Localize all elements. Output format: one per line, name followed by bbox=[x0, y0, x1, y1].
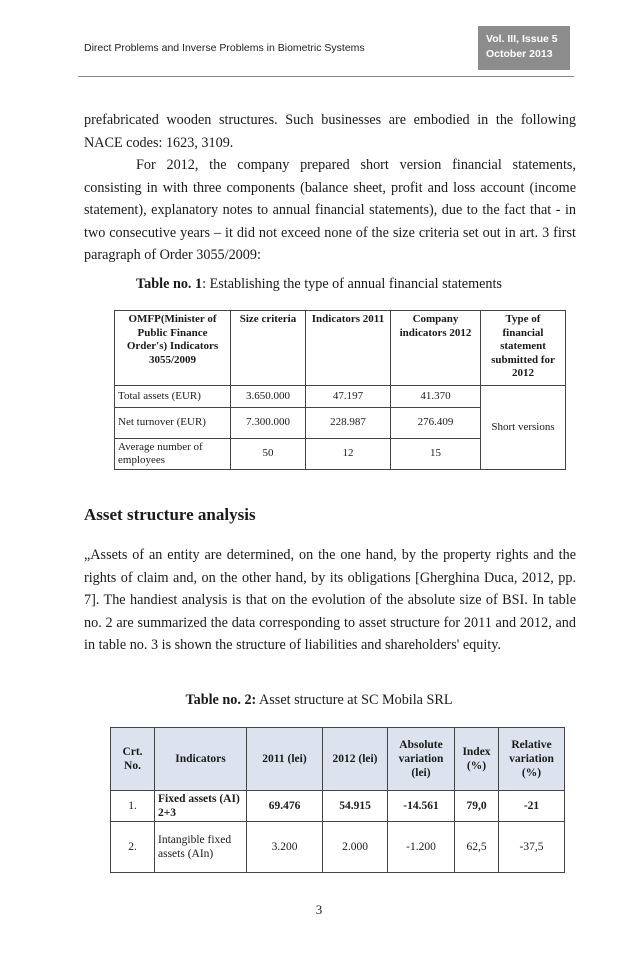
table-row bbox=[115, 386, 566, 408]
t2-cell: 62,5 bbox=[455, 822, 499, 873]
t1-cell: 47.197 bbox=[306, 386, 391, 408]
t2-cell: 54.915 bbox=[323, 791, 388, 822]
section-heading: Asset structure analysis bbox=[84, 505, 256, 524]
t2-header-absolute: Absolute variation (lei) bbox=[388, 728, 455, 791]
t1-cell: 41.370 bbox=[391, 386, 481, 408]
t2-cell: -14.561 bbox=[388, 791, 455, 822]
page-number: 3 bbox=[315, 902, 323, 917]
t2-header-indicators: Indicators bbox=[155, 728, 247, 791]
t1-cell: 7.300.000 bbox=[231, 408, 306, 439]
table-1 bbox=[114, 310, 566, 470]
table-2 bbox=[110, 727, 565, 873]
table2-caption-label: Table no. 2: bbox=[185, 692, 257, 708]
t2-header-index: Index (%) bbox=[455, 728, 499, 791]
t2-cell: 79,0 bbox=[455, 791, 499, 822]
table-row bbox=[111, 822, 565, 873]
issue-volume: Vol. III, Issue 5 bbox=[486, 33, 558, 45]
t1-cell: Total assets (EUR) bbox=[115, 386, 231, 408]
t2-cell: -37,5 bbox=[499, 822, 565, 873]
t2-header-no: Crt. No. bbox=[111, 728, 155, 791]
t1-cell: Net turnover (EUR) bbox=[115, 408, 231, 439]
t2-cell: -1.200 bbox=[388, 822, 455, 873]
t1-header-2011: Indicators 2011 bbox=[306, 311, 391, 386]
t1-cell: 276.409 bbox=[391, 408, 481, 439]
paragraph-1: prefabricated wooden structures. Such businesses are embodied in the following NACE codes: 1623, 3109. bbox=[84, 112, 576, 151]
issue-date: October 2013 bbox=[486, 48, 553, 60]
t1-header-2012: Company indicators 2012 bbox=[391, 311, 481, 386]
t2-cell: 69.476 bbox=[247, 791, 323, 822]
table-row bbox=[111, 791, 565, 822]
table2-caption-text: Asset structure at SC Mobila SRL bbox=[256, 692, 453, 708]
table1-caption-text: : Establishing the type of annual financial statements bbox=[202, 276, 502, 292]
t2-cell: 1. bbox=[111, 791, 155, 822]
table1-caption-label: Table no. 1 bbox=[136, 276, 203, 292]
t1-header-size: Size criteria bbox=[231, 311, 306, 386]
t2-cell: 3.200 bbox=[247, 822, 323, 873]
table1-caption bbox=[0, 276, 638, 293]
t2-cell: -21 bbox=[499, 791, 565, 822]
header-divider bbox=[78, 76, 574, 77]
t2-cell: Fixed assets (AI) 2+3 bbox=[155, 791, 247, 822]
table2-caption bbox=[0, 692, 638, 709]
t2-header-relative: Relative variation (%) bbox=[499, 728, 565, 791]
t1-cell: 15 bbox=[391, 439, 481, 470]
t2-cell: 2. bbox=[111, 822, 155, 873]
t1-header-indicators: OMFP(Minister of Public Finance Order's) Indicators 3055/2009 bbox=[115, 311, 231, 386]
journal-title: Direct Problems and Inverse Problems in Biometric Systems bbox=[84, 42, 365, 54]
t2-header-2012: 2012 (lei) bbox=[323, 728, 388, 791]
issue-badge bbox=[478, 26, 570, 70]
t1-cell: Average number of employees bbox=[115, 439, 231, 470]
t2-cell: Intangible fixed assets (AIn) bbox=[155, 822, 247, 873]
t2-header-2011: 2011 (lei) bbox=[247, 728, 323, 791]
t2-cell: 2.000 bbox=[323, 822, 388, 873]
t1-cell: 12 bbox=[306, 439, 391, 470]
t1-cell: 50 bbox=[231, 439, 306, 470]
t1-header-type: Type of financial statement submitted for 2012 bbox=[481, 311, 566, 386]
paragraph-3: „Assets of an entity are determined, on the one hand, by the property rights and the rights of claim and, on the other hand, by its obligations [Gherghina Duca, 2012, pp. 7]. The handiest analysis is that on the evolution of the absolute size of BSI. In table no. 2 are summarized the data corresponding to asset structure for 2011 and 2012, and in table no. 3 is shown the structure of liabilities and shareholders' equity. bbox=[84, 547, 576, 653]
t1-cell: 228.987 bbox=[306, 408, 391, 439]
paragraph-2: For 2012, the company prepared short version financial statements, consisting in with three components (balance sheet, profit and loss account (income statement), explanatory notes to annual financial statements), due to the fact that - in two consecutive years – it did not exceed none of the size criteria set out in art. 3 first paragraph of Order 3055/2009: bbox=[84, 157, 576, 263]
t1-cell: 3.650.000 bbox=[231, 386, 306, 408]
t1-type-cell: Short versions bbox=[481, 386, 566, 470]
